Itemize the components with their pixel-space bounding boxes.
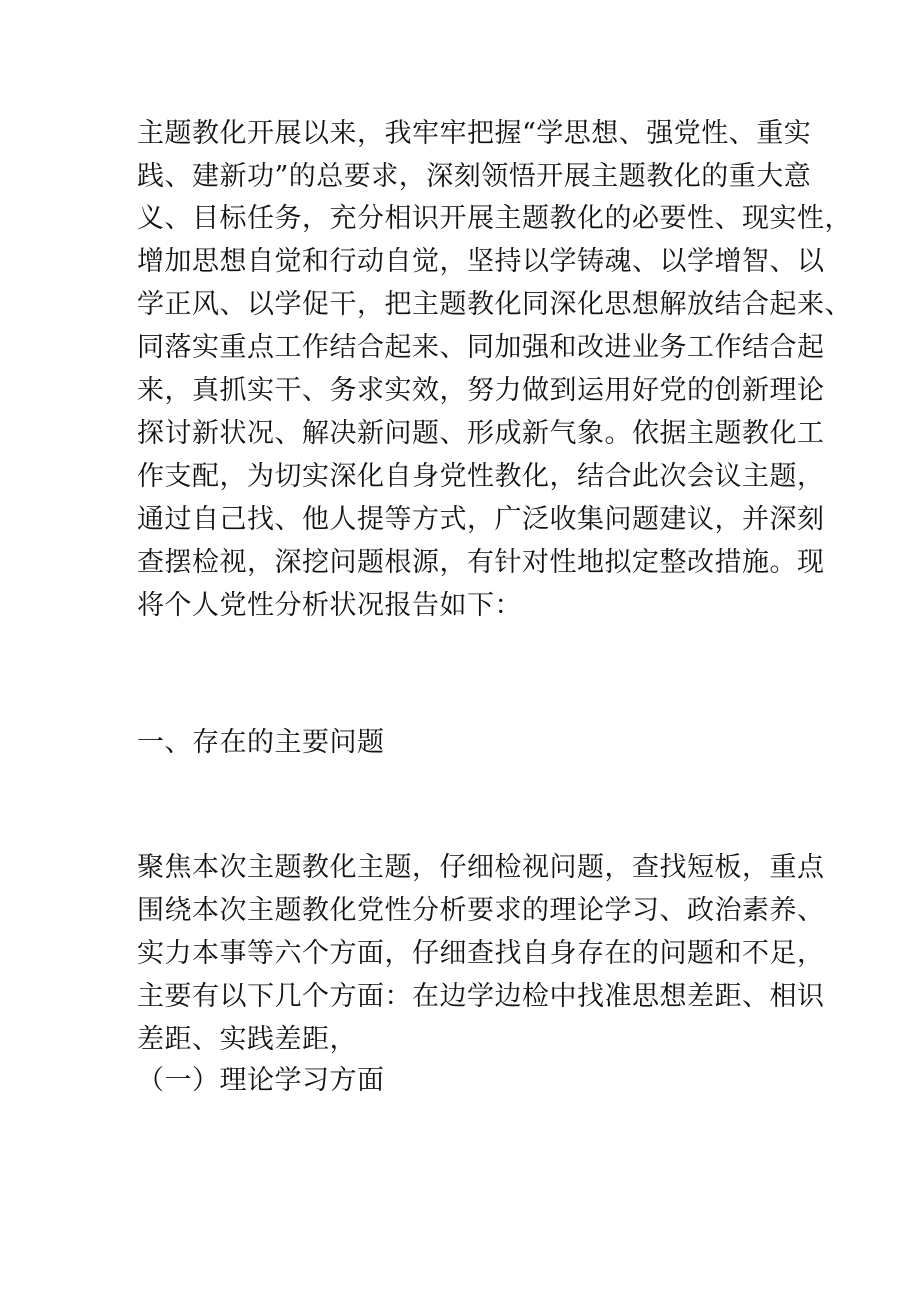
intro-line: 同落实重点工作结合起来、同加强和改进业务工作结合起	[137, 332, 825, 363]
intro-line: 来，真抓实干、务求实效，努力做到运用好党的创新理论	[137, 375, 825, 406]
intro-line: 义、目标任务，充分相识开展主题教化的必要性、现实性，	[137, 203, 852, 234]
intro-line: 增加思想自觉和行动自觉，坚持以学铸魂、以学增智、以	[137, 246, 825, 277]
intro-line: 通过自己找、他人提等方式，广泛收集问题建议，并深刻	[137, 504, 825, 535]
intro-line: 作支配，为切实深化自身党性教化，结合此次会议主题，	[137, 461, 825, 492]
body-line: 聚焦本次主题教化主题，仔细检视问题，查找短板，重点	[137, 852, 825, 883]
intro-line: 查摆检视，深挖问题根源，有针对性地拟定整改措施。现	[137, 547, 825, 578]
body-line: 主要有以下几个方面：在边学边检中找准思想差距、相识	[137, 981, 825, 1012]
intro-line: 践、建新功”的总要求，深刻领悟开展主题教化的重大意	[137, 161, 812, 192]
intro-line: 学正风、以学促干，把主题教化同深化思想解放结合起来、	[137, 289, 852, 320]
intro-line: 主题教化开展以来，我牢牢把握“学思想、强党性、重实	[137, 118, 812, 149]
body-line: 实力本事等六个方面，仔细查找自身存在的问题和不足，	[137, 938, 825, 969]
body-line: 差距、实践差距，	[137, 1024, 357, 1055]
intro-line: 探讨新状况、解决新问题、形成新气象。依据主题教化工	[137, 418, 825, 449]
subsection-heading: （一）理论学习方面	[137, 1065, 385, 1096]
intro-line: 将个人党性分析状况报告如下：	[137, 590, 522, 621]
body-line: 围绕本次主题教化党性分析要求的理论学习、政治素养、	[137, 895, 825, 926]
section-heading: 一、存在的主要问题	[137, 727, 385, 758]
